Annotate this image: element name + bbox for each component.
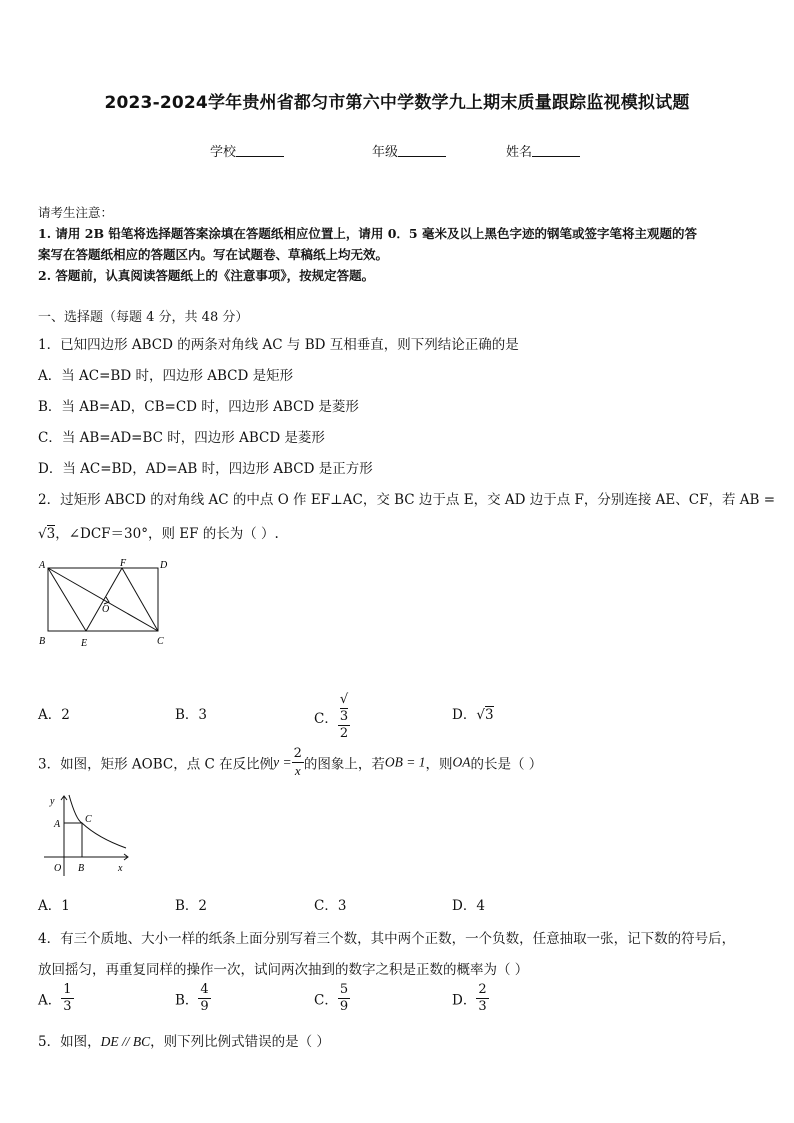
grade-label: 年级 xyxy=(372,145,399,160)
label-o: O xyxy=(54,863,62,874)
q2-option-a: A．2 xyxy=(38,707,70,723)
label-d: D xyxy=(160,560,168,571)
label-b: B xyxy=(78,863,85,874)
q4-option-c: C． $\frac{5}{9}$ xyxy=(314,982,349,1014)
label-c: C xyxy=(157,636,164,647)
name-field xyxy=(506,141,580,160)
label-a: A xyxy=(39,560,46,571)
label-f: F xyxy=(120,558,127,569)
fraction: $\frac{1}{3}$ xyxy=(63,982,72,1014)
name-label: 姓名 xyxy=(506,145,533,160)
q3-hyperbola-figure xyxy=(38,790,133,880)
label-e: E xyxy=(81,638,88,649)
q2-option-d: D．√3 xyxy=(452,707,494,723)
q4-option-a: A． $\frac{1}{3}$ xyxy=(38,982,72,1014)
q3-stem: 3．如图，矩形 AOBC，点 C 在反比例y = $\frac{2}{x}$ 的图象上，若OB = 1，则OA的长是（ ） xyxy=(38,746,543,778)
label-y: y xyxy=(50,796,55,807)
hyperbola-curve xyxy=(69,795,126,848)
q4-stem-line2: 放回摇匀，再重复同样的操作一次，试问两次抽到的数字之积是正数的概率为（ ） xyxy=(38,962,529,978)
label-o: O xyxy=(102,604,110,615)
label-b: B xyxy=(39,636,46,647)
fraction: $\frac{4}{9}$ xyxy=(200,982,209,1014)
notice-heading: 请考生注意： xyxy=(38,205,114,220)
page-title: 2023-2024学年贵州省都匀市第六中学数学九上期末质量跟踪监视模拟试题 xyxy=(104,93,690,113)
segment-ae xyxy=(48,568,86,631)
q3-option-c: C．3 xyxy=(314,898,347,914)
q1-option-a: A．当 AC=BD 时，四边形 ABCD 是矩形 xyxy=(38,368,294,384)
q1-option-c: C．当 AB=AD=BC 时，四边形 ABCD 是菱形 xyxy=(38,430,325,446)
q4-option-d: D． $\frac{2}{3}$ xyxy=(452,982,487,1014)
q2-stem-line2: √3，∠DCF＝30°，则 EF 的长为（ ）. xyxy=(38,526,279,542)
segment-ef xyxy=(86,568,122,631)
label-x: x xyxy=(118,863,123,874)
q4-option-b: B． $\frac{4}{9}$ xyxy=(175,982,209,1014)
q2-option-c: C． √ 3 2 xyxy=(314,692,349,741)
notice-item1-line2: 案写在答题纸相应的答题区内。写在试题卷、草稿纸上均无效。 xyxy=(38,247,389,262)
q4-stem-line1: 4．有三个质地、大小一样的纸条上面分别写着三个数，其中两个正数，一个负数，任意抽取一张，记下数的符号后， xyxy=(38,931,736,947)
grade-blank xyxy=(398,144,446,157)
segment-fc xyxy=(122,568,158,631)
school-blank xyxy=(236,144,284,157)
q1-stem: 1．已知四边形 ABCD 的两条对角线 AC 与 BD 互相垂直，则下列结论正确的是 xyxy=(38,337,519,353)
sqrt-expression: √3 xyxy=(476,707,494,723)
q5-stem: 5．如图，DE // BC，则下列比例式错误的是（ ） xyxy=(38,1034,330,1050)
q1-option-d: D．当 AC=BD，AD=AB 时，四边形 ABCD 是正方形 xyxy=(38,461,373,477)
section-heading: 一、选择题（每题 4 分，共 48 分） xyxy=(38,310,249,325)
sqrt-expression: √3 xyxy=(38,526,56,542)
notice-item1-line1: 1. 请用 2B 铅笔将选择题答案涂填在答题纸相应位置上，请用 0．5 毫米及以上黑色字迹的钢笔或签字笔将主观题的答 xyxy=(38,226,697,241)
label-c: C xyxy=(85,814,92,825)
fraction: √ 3 2 xyxy=(339,692,349,741)
school-label: 学校 xyxy=(210,145,237,160)
label-a: A xyxy=(54,819,61,830)
q1-option-b: B．当 AB=AD，CB=CD 时，四边形 ABCD 是菱形 xyxy=(38,399,359,415)
fraction: $\frac{2}{3}$ xyxy=(478,982,487,1014)
school-field xyxy=(210,141,284,160)
q2-stem-line1: 2．过矩形 ABCD 的对角线 AC 的中点 O 作 EF⊥AC，交 BC 边于点 E，交 AD 边于点 F，分别连接 AE、CF，若 AB = xyxy=(38,492,776,508)
q3-option-d: D．4 xyxy=(452,898,485,914)
fraction: $\frac{2}{x}$ xyxy=(293,746,302,778)
notice-item2: 2. 答题前，认真阅读答题纸上的《注意事项》，按规定答题。 xyxy=(38,268,375,283)
q2-rectangle-figure xyxy=(36,558,176,653)
diagonal-ac xyxy=(48,568,158,631)
name-blank xyxy=(532,144,580,157)
q3-option-b: B．2 xyxy=(175,898,208,914)
fraction: $\frac{5}{9}$ xyxy=(339,982,349,1014)
q2-option-b: B．3 xyxy=(175,707,208,723)
rect-aobc xyxy=(64,823,82,857)
q3-option-a: A．1 xyxy=(38,898,70,914)
grade-field xyxy=(372,141,446,160)
